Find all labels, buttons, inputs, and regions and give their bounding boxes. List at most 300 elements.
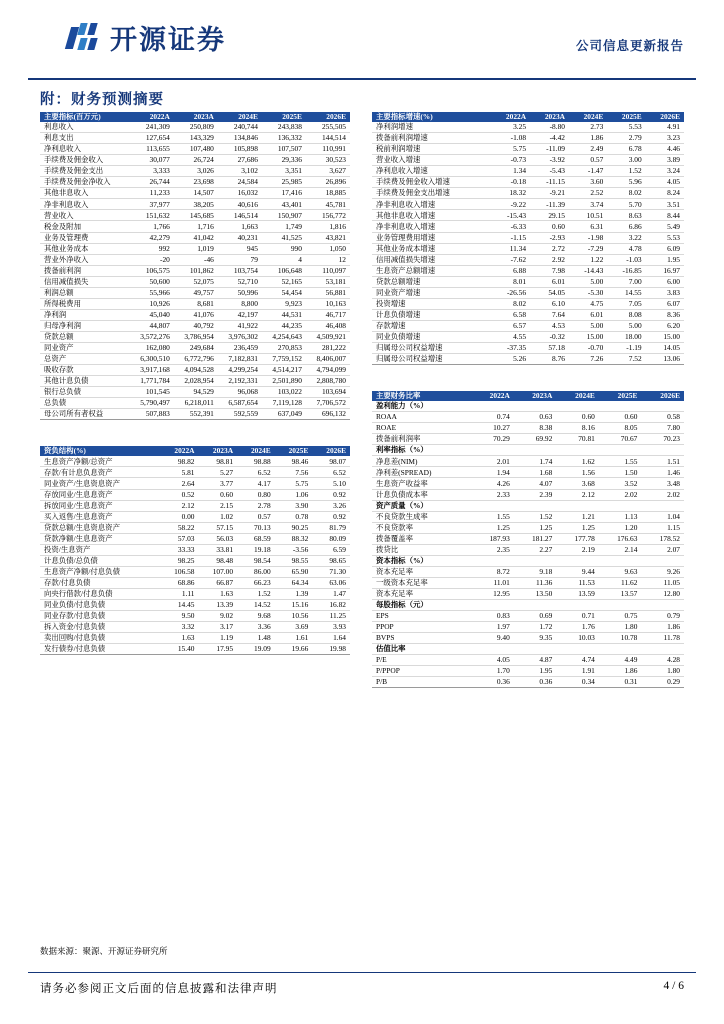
table-group-title-row — [372, 445, 684, 456]
cell-value: 1.46 — [641, 467, 684, 478]
cell-value: 3.69 — [275, 622, 313, 633]
cell-value: 19.18 — [237, 544, 275, 555]
group-title: 每股指标（元） — [372, 599, 684, 610]
row-label: 拆入资金/付息负债 — [40, 622, 160, 633]
cell-value: 53,181 — [306, 276, 350, 287]
source-note: 数据来源：聚源、开源证券研究所 — [40, 946, 168, 956]
cell-value: 52,165 — [262, 276, 306, 287]
table-row — [40, 544, 350, 555]
row-label: 营业外净收入 — [40, 254, 130, 265]
cell-value: 0.74 — [471, 412, 514, 423]
row-label: 资本充足率 — [372, 588, 471, 599]
cell-value: 106,648 — [262, 265, 306, 276]
table-row — [40, 243, 350, 254]
table-row — [40, 188, 350, 199]
cell-value: 23,698 — [174, 177, 218, 188]
cell-value: 33.33 — [160, 544, 199, 555]
cell-value: 4.28 — [641, 655, 684, 666]
cell-value: -11.15 — [530, 177, 569, 188]
cell-value: 6.01 — [569, 309, 607, 320]
cell-value: 105,898 — [218, 144, 262, 155]
cell-value: 5.53 — [607, 122, 645, 133]
cell-value: 1.50 — [599, 467, 642, 478]
cell-value: 1.55 — [599, 456, 642, 467]
cell-value: 63.06 — [312, 577, 350, 588]
cell-value: 57.03 — [160, 533, 199, 544]
cell-value: 9,923 — [262, 298, 306, 309]
cell-value: 0.80 — [237, 489, 275, 500]
row-label: 同业资产增速 — [372, 287, 491, 298]
cell-value: 16.82 — [312, 599, 350, 610]
cell-value: 145,685 — [174, 210, 218, 221]
table-group-title-row — [372, 401, 684, 412]
cell-value: -4.42 — [530, 133, 569, 144]
cell-value: 1.70 — [471, 666, 514, 677]
cell-value: 4.91 — [646, 122, 684, 133]
cell-value: 110,991 — [306, 144, 350, 155]
table-row — [40, 555, 350, 566]
cell-value: 3.68 — [556, 478, 599, 489]
cell-value: 0.34 — [556, 677, 599, 688]
cell-value: 8.76 — [530, 354, 569, 365]
cell-value: 6,218,011 — [174, 398, 218, 409]
cell-value: 107,480 — [174, 144, 218, 155]
cell-value: 1.62 — [556, 456, 599, 467]
cell-value: 2.49 — [569, 144, 607, 155]
table-row — [372, 489, 684, 500]
cell-value: -9.21 — [530, 188, 569, 199]
row-label: 净利差(SPREAD) — [372, 467, 471, 478]
cell-value: 4.05 — [471, 655, 514, 666]
cell-value: 1.22 — [569, 254, 607, 265]
cell-value: 4.74 — [556, 655, 599, 666]
cell-value: 1.91 — [556, 666, 599, 677]
row-label: 卖出回购/付息负债 — [40, 633, 160, 644]
cell-value: 4.05 — [646, 177, 684, 188]
cell-value: 3,102 — [218, 166, 262, 177]
cell-value: 30,523 — [306, 155, 350, 166]
table-row — [40, 409, 350, 420]
cell-value: 11.05 — [641, 577, 684, 588]
cell-value: 1,816 — [306, 221, 350, 232]
row-label: 手续费及佣金支出 — [40, 166, 130, 177]
row-label: 同业负债增速 — [372, 331, 491, 342]
cell-value: 46,717 — [306, 309, 350, 320]
cell-value: 2,808,780 — [306, 376, 350, 387]
cell-value: 3.90 — [275, 500, 313, 511]
cell-value: 2.14 — [599, 544, 642, 555]
row-label: 存款增速 — [372, 320, 491, 331]
table-row — [372, 423, 684, 434]
table-row — [372, 467, 684, 478]
cell-value: 70.23 — [641, 434, 684, 445]
cell-value: -1.15 — [491, 232, 530, 243]
table-row — [372, 232, 684, 243]
cell-value: 113,655 — [130, 144, 174, 155]
row-label: 利息支出 — [40, 133, 130, 144]
cell-value: 40,616 — [218, 199, 262, 210]
cell-value: 2.01 — [471, 456, 514, 467]
cell-value: 52,075 — [174, 276, 218, 287]
cell-value: 103,754 — [218, 265, 262, 276]
row-label: 投资/生息资产 — [40, 544, 160, 555]
row-label: BVPS — [372, 633, 471, 644]
cell-value: 26,744 — [130, 177, 174, 188]
table-header-col: 2025E — [599, 391, 642, 401]
cell-value: 1.72 — [514, 622, 557, 633]
cell-value: 6.86 — [607, 221, 645, 232]
header-divider — [28, 78, 696, 80]
table-header-col: 2025E — [262, 112, 306, 122]
table-row — [40, 533, 350, 544]
cell-value: 17.95 — [199, 644, 238, 655]
row-label: 总资产 — [40, 354, 130, 365]
table-header-label: 资负结构(%) — [40, 446, 160, 456]
cell-value: 15.00 — [569, 331, 607, 342]
row-label: 手续费及佣金净收入 — [40, 177, 130, 188]
cell-value: 5.75 — [491, 144, 530, 155]
table-header-col: 2022A — [130, 112, 174, 122]
cell-value: 146,514 — [218, 210, 262, 221]
cell-value: 136,332 — [262, 133, 306, 144]
table-row — [372, 320, 684, 331]
cell-value: 101,862 — [174, 265, 218, 276]
cell-value: 101,545 — [130, 387, 174, 398]
row-label: 营业收入 — [40, 210, 130, 221]
cell-value: 41,076 — [174, 309, 218, 320]
cell-value: -37.35 — [491, 342, 530, 353]
cell-value: 103,022 — [262, 387, 306, 398]
cell-value: 11.25 — [312, 611, 350, 622]
cell-value: 98.82 — [160, 456, 199, 467]
row-label: 不良贷款率 — [372, 522, 471, 533]
cell-value: 44,235 — [262, 320, 306, 331]
table-group-title-row — [372, 599, 684, 610]
table-row — [40, 467, 350, 478]
cell-value: 19.09 — [237, 644, 275, 655]
cell-value: 8.44 — [646, 210, 684, 221]
page-number: 4 / 6 — [663, 980, 684, 992]
table-row — [372, 177, 684, 188]
cell-value: 3.25 — [491, 122, 530, 133]
cell-value: 696,132 — [306, 409, 350, 420]
cell-value: 94,529 — [174, 387, 218, 398]
table-row — [40, 210, 350, 221]
row-label: 向央行借款/付息负债 — [40, 588, 160, 599]
cell-value: 3,572,276 — [130, 331, 174, 342]
cell-value: 3.22 — [607, 232, 645, 243]
cell-value: -1.47 — [569, 166, 607, 177]
cell-value: 162,080 — [130, 342, 174, 353]
cell-value: 10.78 — [599, 633, 642, 644]
cell-value: 80.09 — [312, 533, 350, 544]
cell-value: 7.26 — [569, 354, 607, 365]
cell-value: 0.75 — [599, 611, 642, 622]
row-label: 其他非息收入增速 — [372, 210, 491, 221]
table-row — [372, 577, 684, 588]
cell-value: 45,040 — [130, 309, 174, 320]
row-label: 存款/有计息负息资产 — [40, 467, 160, 478]
cell-value: 54,454 — [262, 287, 306, 298]
cell-value: 7,182,831 — [218, 354, 262, 365]
row-label: 贷款总额/生息资息资产 — [40, 522, 160, 533]
row-label: 拨备前利润率 — [372, 434, 471, 445]
cell-value: 1,663 — [218, 221, 262, 232]
cell-value: 13.59 — [556, 588, 599, 599]
row-label: 发行债券/付息负债 — [40, 644, 160, 655]
cell-value: 5.00 — [569, 276, 607, 287]
row-label: 生息资产净额/付息负债 — [40, 566, 160, 577]
cell-value: 1.86 — [599, 666, 642, 677]
cell-value: 12.95 — [471, 588, 514, 599]
cell-value: 6,300,510 — [130, 354, 174, 365]
table-row — [372, 412, 684, 423]
cell-value: 15.40 — [160, 644, 199, 655]
cell-value: 18.00 — [607, 331, 645, 342]
cell-value: 10.51 — [569, 210, 607, 221]
table-row — [372, 122, 684, 133]
table-row — [372, 166, 684, 177]
cell-value: 8,681 — [174, 298, 218, 309]
cell-value: 88.32 — [275, 533, 313, 544]
table-row — [372, 633, 684, 644]
cell-value: 1.80 — [641, 666, 684, 677]
cell-value: 127,654 — [130, 133, 174, 144]
table-group-title-row — [372, 500, 684, 511]
cell-value: 107,507 — [262, 144, 306, 155]
cell-value: 6.07 — [646, 298, 684, 309]
table-row — [40, 144, 350, 155]
cell-value: 42,279 — [130, 232, 174, 243]
cell-value: 1.51 — [641, 456, 684, 467]
cell-value: 1.11 — [160, 588, 199, 599]
cell-value: 4.46 — [646, 144, 684, 155]
cell-value: 5.26 — [491, 354, 530, 365]
table-row — [372, 331, 684, 342]
cell-value: 14.52 — [237, 599, 275, 610]
cell-value: 98.46 — [275, 456, 313, 467]
cell-value: 1.94 — [471, 467, 514, 478]
table-row — [40, 599, 350, 610]
cell-value: 27,686 — [218, 155, 262, 166]
cell-value: 1.74 — [514, 456, 557, 467]
cell-value: -3.56 — [275, 544, 313, 555]
cell-value: 4.78 — [607, 243, 645, 254]
row-label: 其他业务成本 — [40, 243, 130, 254]
table-header-label: 主要指标增速(%) — [372, 112, 491, 122]
cell-value: 5.53 — [646, 232, 684, 243]
cell-value: 3.89 — [646, 155, 684, 166]
table-row — [372, 666, 684, 677]
cell-value: 1.15 — [641, 522, 684, 533]
table-row — [372, 155, 684, 166]
brand-logo — [68, 18, 226, 57]
table-row — [372, 221, 684, 232]
cell-value: 11.36 — [514, 577, 557, 588]
cell-value: 2.73 — [569, 122, 607, 133]
cell-value: 1.55 — [471, 511, 514, 522]
table-row — [372, 533, 684, 544]
table-row — [372, 144, 684, 155]
cell-value: 144,514 — [306, 133, 350, 144]
table-row — [40, 500, 350, 511]
row-label: 归属母公司权益增速 — [372, 342, 491, 353]
cell-value: 9.18 — [514, 566, 557, 577]
cell-value: 10,926 — [130, 298, 174, 309]
cell-value: 0.52 — [160, 489, 199, 500]
row-label: 计息负债/总负债 — [40, 555, 160, 566]
row-label: 贷款总额增速 — [372, 276, 491, 287]
table-header-col: 2022A — [471, 391, 514, 401]
cell-value: 3,351 — [262, 166, 306, 177]
cell-value: 5.96 — [607, 177, 645, 188]
cell-value: 10.56 — [275, 611, 313, 622]
cell-value: 181.27 — [514, 533, 557, 544]
cell-value: 2.78 — [237, 500, 275, 511]
cell-value: -7.29 — [569, 243, 607, 254]
cell-value: 24,584 — [218, 177, 262, 188]
cell-value: 40,231 — [218, 232, 262, 243]
cell-value: 0.69 — [514, 611, 557, 622]
table-row — [40, 342, 350, 353]
cell-value: 4,299,254 — [218, 365, 262, 376]
cell-value: 106,575 — [130, 265, 174, 276]
cell-value: 1.63 — [199, 588, 238, 599]
cell-value: 1.76 — [556, 622, 599, 633]
cell-value: 4.55 — [491, 331, 530, 342]
cell-value: -0.70 — [569, 342, 607, 353]
row-label: 利润总额 — [40, 287, 130, 298]
cell-value: 26,724 — [174, 155, 218, 166]
cell-value: 250,809 — [174, 122, 218, 133]
cell-value: 17,416 — [262, 188, 306, 199]
table-row — [40, 398, 350, 409]
cell-value: -9.22 — [491, 199, 530, 210]
table-row — [372, 611, 684, 622]
table-row — [40, 376, 350, 387]
cell-value: 2,028,954 — [174, 376, 218, 387]
cell-value: 243,838 — [262, 122, 306, 133]
cell-value: 90.25 — [275, 522, 313, 533]
cell-value: -0.18 — [491, 177, 530, 188]
cell-value: 40,792 — [174, 320, 218, 331]
row-label: 归母净利润 — [40, 320, 130, 331]
cell-value: 240,744 — [218, 122, 262, 133]
cell-value: 44,531 — [262, 309, 306, 320]
cell-value: 1.02 — [199, 511, 238, 522]
cell-value: 3,333 — [130, 166, 174, 177]
cell-value: 1.25 — [471, 522, 514, 533]
cell-value: 16.97 — [646, 265, 684, 276]
cell-value: 5.81 — [160, 467, 199, 478]
cell-value: 98.55 — [275, 555, 313, 566]
cell-value: 57.15 — [199, 522, 238, 533]
row-label: 净利息收入 — [40, 144, 130, 155]
cell-value: 12 — [306, 254, 350, 265]
cell-value: 2,192,331 — [218, 376, 262, 387]
table-row — [372, 133, 684, 144]
cell-value: 7.98 — [530, 265, 569, 276]
cell-value: 5.70 — [607, 199, 645, 210]
cell-value: 2.35 — [471, 544, 514, 555]
cell-value: 70.13 — [237, 522, 275, 533]
cell-value: 1.04 — [641, 511, 684, 522]
cell-value: 2.52 — [569, 188, 607, 199]
row-label: 拨备覆盖率 — [372, 533, 471, 544]
cell-value: 10,163 — [306, 298, 350, 309]
table-row — [40, 331, 350, 342]
cell-value: 6.09 — [646, 243, 684, 254]
table-header-col: 2026E — [312, 446, 350, 456]
group-title: 利率指标（%） — [372, 445, 684, 456]
row-label: 吸收存款 — [40, 365, 130, 376]
cell-value: 270,853 — [262, 342, 306, 353]
table-row — [372, 287, 684, 298]
cell-value: 3.36 — [237, 622, 275, 633]
cell-value: 98.25 — [160, 555, 199, 566]
table-row — [40, 199, 350, 210]
row-label: P/PPOP — [372, 666, 471, 677]
row-label: 一级资本充足率 — [372, 577, 471, 588]
cell-value: 66.23 — [237, 577, 275, 588]
cell-value: 6.01 — [530, 276, 569, 287]
cell-value: 5,790,497 — [130, 398, 174, 409]
cell-value: 11.34 — [491, 243, 530, 254]
row-label: 同业存款/付息负债 — [40, 611, 160, 622]
row-label: 净利息收入增速 — [372, 166, 491, 177]
row-label: 业务管理费用增速 — [372, 232, 491, 243]
cell-value: 98.81 — [199, 456, 238, 467]
row-label: 拨备前利润增速 — [372, 133, 491, 144]
cell-value: 70.67 — [599, 434, 642, 445]
table-row — [40, 522, 350, 533]
row-label: 计息负债增速 — [372, 309, 491, 320]
table-header-col: 2024E — [218, 112, 262, 122]
cell-value: 637,049 — [262, 409, 306, 420]
table-row — [40, 287, 350, 298]
row-label: 买入返售/生息息资产 — [40, 511, 160, 522]
table-row — [372, 677, 684, 688]
brand-name: 开源证券 — [110, 25, 226, 55]
table-row — [40, 511, 350, 522]
cell-value: 38,205 — [174, 199, 218, 210]
table-row — [40, 265, 350, 276]
cell-value: 11.78 — [641, 633, 684, 644]
table-row — [372, 243, 684, 254]
table-row — [372, 199, 684, 210]
cell-value: 0.83 — [471, 611, 514, 622]
cell-value: 1.68 — [514, 467, 557, 478]
table-row — [40, 354, 350, 365]
cell-value: -15.43 — [491, 210, 530, 221]
cell-value: 69.92 — [514, 434, 557, 445]
cell-value: 46,408 — [306, 320, 350, 331]
table-header-label: 主要财务比率 — [372, 391, 471, 401]
cell-value: 98.88 — [237, 456, 275, 467]
cell-value: 19.98 — [312, 644, 350, 655]
cell-value: 4,514,217 — [262, 365, 306, 376]
cell-value: 0.36 — [471, 677, 514, 688]
cell-value: 33.81 — [199, 544, 238, 555]
table-header-col: 2024E — [556, 391, 599, 401]
cell-value: 1.20 — [599, 522, 642, 533]
row-label: 净息差(NIM) — [372, 456, 471, 467]
table-row — [372, 265, 684, 276]
cell-value: 8.63 — [607, 210, 645, 221]
cell-value: 9.02 — [199, 611, 238, 622]
row-label: 同业资产 — [40, 342, 130, 353]
cell-value: 43,401 — [262, 199, 306, 210]
